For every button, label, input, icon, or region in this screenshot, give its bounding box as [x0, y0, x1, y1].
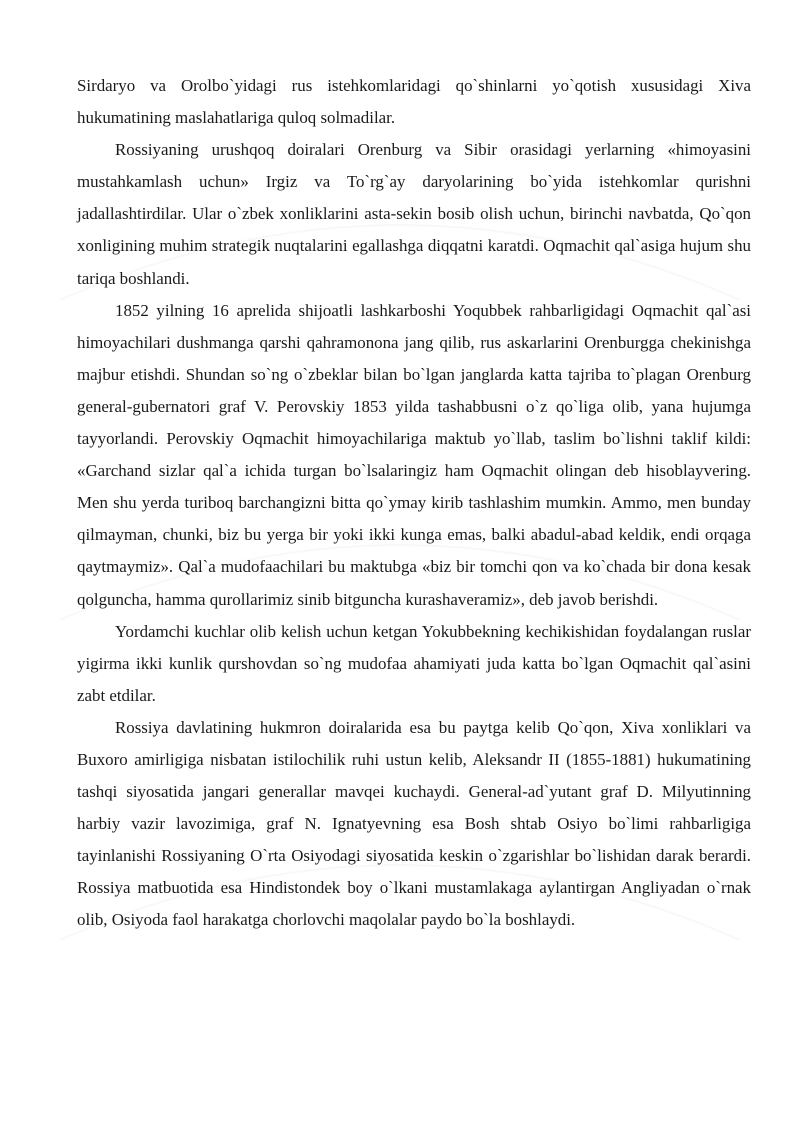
paragraph-2: Rossiyaning urushqoq doiralari Orenburg va Sibir orasidagi yerlarning «himoyasini mustahkamlash uchun» Irgiz va To`rg`ay daryolarining bo`yida istehkomlar qurishni jadallashtirdilar. Ular o`zbek xonliklarini asta-sekin bosib olish uchun, birinchi navbatda, Qo`qon xonligining muhim strategik nuqtalarini egallashga diqqatni karatdi. Oqmachit qal`asiga hujum shu tariqa boshlandi. [77, 140, 751, 288]
body-text [77, 70, 751, 937]
paragraph-5: Rossiya davlatining hukmron doiralarida esa bu paytga kelib Qo`qon, Xiva xonliklari va Buxoro amirligiga nisbatan istilochilik ruhi ustun kelib, Aleksandr II (1855-1881) hukumatining tashqi siyosatida jangari generallar mavqei kuchaydi. General-ad`yutant graf D. Milyutinning harbiy vazir lavozimiga, graf N. Ignatyevning esa Bosh shtab Osiyo bo`limi rahbarligiga tayinlanishi Rossiyaning O`rta Osiyodagi siyosatida keskin o`zgarishlar bo`lishidan darak berardi. Rossiya matbuotida esa Hindistondek boy o`lkani mustamlakaga aylantirgan Angliyadan o`rnak olib, Osiyoda faol harakatga chorlovchi maqolalar paydo bo`la boshlaydi. [77, 717, 751, 930]
paragraph-4: Yordamchi kuchlar olib kelish uchun ketgan Yokubbekning kechikishidan foydalangan ruslar yigirma ikki kunlik qurshovdan so`ng mudofaa ahamiyati juda katta bo`lgan Oqmachit qal`asini zabt etdilar. [77, 621, 751, 705]
paragraph-1: Sirdaryo va Orolbo`yidagi rus istehkomlaridagi qo`shinlarni yo`qotish xususidagi Xiva hukumatining maslahatlariga quloq solmadilar. [77, 76, 751, 128]
paragraph-3: 1852 yilning 16 aprelida shijoatli lashkarboshi Yoqubbek rahbarligidagi Oqmachit qal`asi himoyachilari dushmanga qarshi qahramonona jang qilib, rus askarlarini Orenburgga chekinishga majbur etishdi. Shundan so`ng o`zbeklar bilan bo`lgan janglarda katta tajriba to`plagan Orenburg general-gubernatori graf V. Perovskiy 1853 yilda tashabbusni o`z qo`liga olib, yana hujumga tayyorlandi. Perovskiy Oqmachit himoyachilariga maktub yo`llab, taslim bo`lishni taklif kildi: «Garchand sizlar qal`a ichida turgan bo`lsalaringiz ham Oqmachit olingan deb hisoblayvering. Men shu yerda turiboq barchangizni bitta qo`ymay kirib tashlashim mumkin. Ammo, men bunday qilmayman, chunki, biz bu yerga bir yoki ikki kunga emas, balki abadul-abad keldik, endi orqaga qaytmaymiz». Qal`a mudofaachilari bu maktubga «biz bir tomchi qon va ko`chada bir dona kesak qolguncha, hamma qurollarimiz sinib bitguncha kurashaveramiz», deb javob berishdi. [77, 300, 751, 609]
